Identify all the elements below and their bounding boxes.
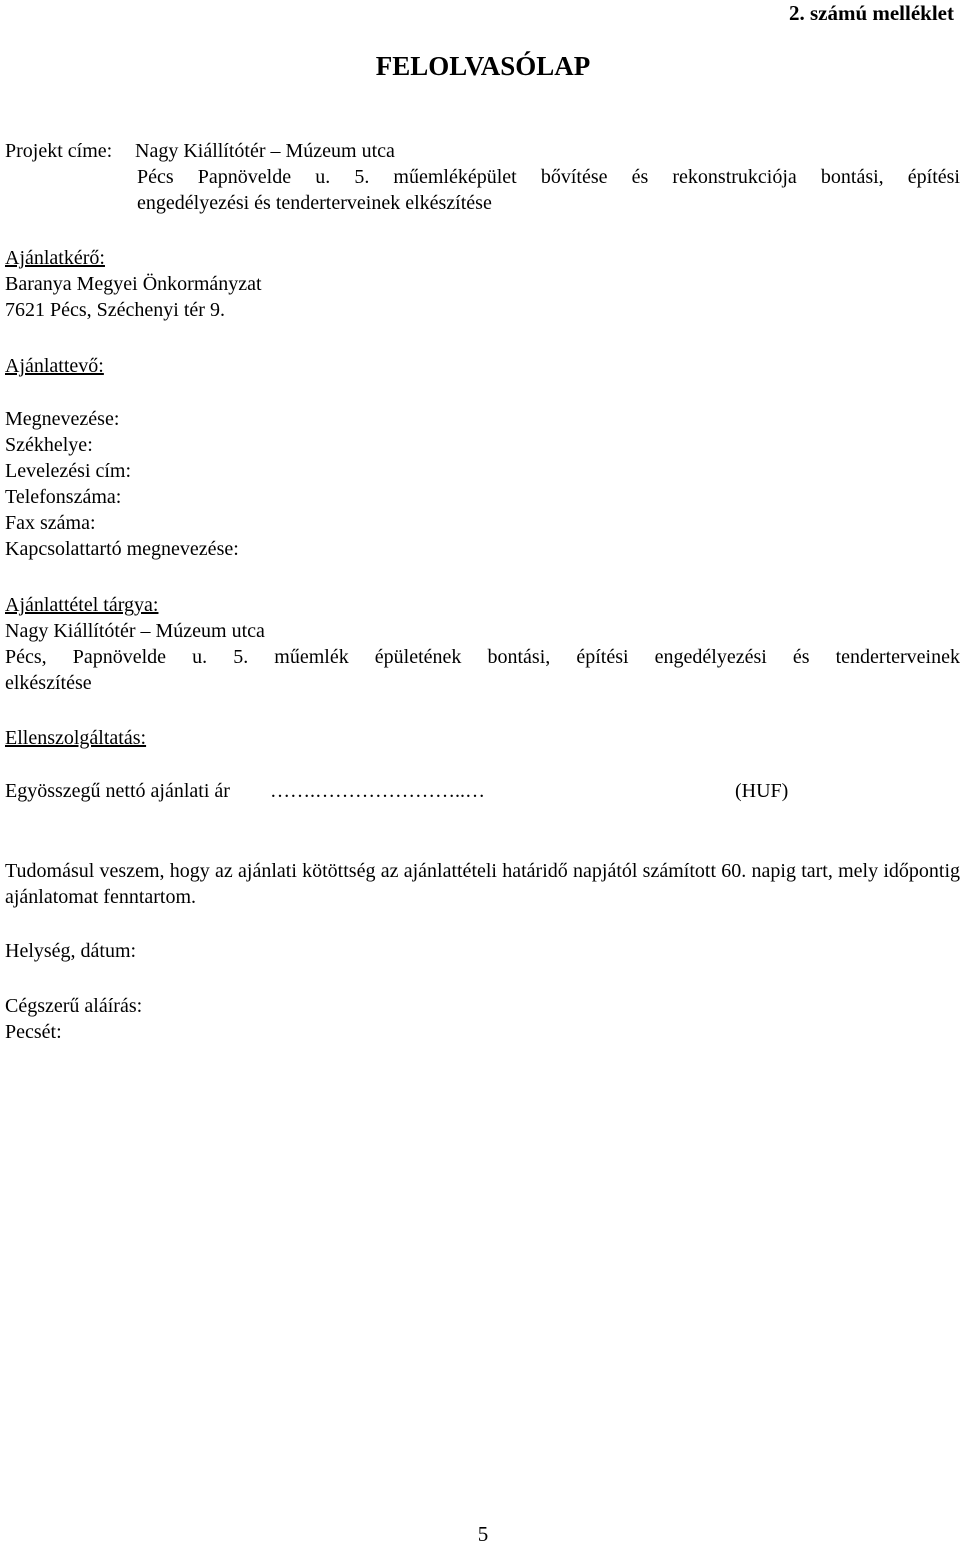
subject-line-3: elkészítése bbox=[5, 672, 92, 694]
document-title: FELOLVASÓLAP bbox=[375, 51, 591, 81]
subject-line-1: Nagy Kiállítótér – Múzeum utca bbox=[5, 620, 265, 642]
bidder-field-mailing-address: Levelezési cím: bbox=[5, 460, 132, 482]
consideration-heading: Ellenszolgáltatás: bbox=[5, 727, 147, 749]
currency-label: (HUF) bbox=[735, 780, 789, 802]
page-number: 5 bbox=[477, 1522, 489, 1546]
bidder-field-phone: Telefonszáma: bbox=[5, 486, 122, 508]
project-title-line-3: engedélyezési és tenderterveinek elkészítése bbox=[137, 192, 492, 214]
requester-name: Baranya Megyei Önkormányzat bbox=[5, 273, 262, 295]
stamp-label: Pecsét: bbox=[5, 1021, 62, 1043]
signature-label: Cégszerű aláírás: bbox=[5, 995, 143, 1017]
net-price-blank: …….…………………..… bbox=[270, 780, 485, 802]
annex-label: 2. számú melléklet bbox=[788, 1, 954, 25]
project-label: Projekt címe: bbox=[5, 140, 113, 162]
bidder-field-contact: Kapcsolattartó megnevezése: bbox=[5, 538, 239, 560]
project-title-line-2: Pécs Papnövelde u. 5. műemléképület bővítése és rekonstrukciója bontási, építési bbox=[137, 166, 960, 188]
bidder-heading: Ajánlattevő: bbox=[5, 355, 104, 377]
requester-heading: Ajánlatkérő: bbox=[5, 247, 105, 269]
bidder-field-seat: Székhelye: bbox=[5, 434, 93, 456]
requester-address: 7621 Pécs, Széchenyi tér 9. bbox=[5, 299, 225, 321]
bidder-field-name: Megnevezése: bbox=[5, 408, 120, 430]
project-title-line-1: Nagy Kiállítótér – Múzeum utca bbox=[135, 140, 395, 162]
place-date-label: Helység, dátum: bbox=[5, 940, 137, 962]
subject-heading: Ajánlattétel tárgya: bbox=[5, 594, 159, 616]
binding-statement: Tudomásul veszem, hogy az ajánlati kötöttség az ajánlattételi határidő napjától számított 60. napig tart, mely időpontig ajánlatomat fenntartom. bbox=[5, 860, 960, 908]
net-price-label: Egyösszegű nettó ajánlati ár bbox=[5, 780, 230, 802]
subject-line-2: Pécs, Papnövelde u. 5. műemlék épületének bontási, építési engedélyezési és tenderterveinek bbox=[5, 646, 960, 668]
bidder-field-fax: Fax száma: bbox=[5, 512, 96, 534]
